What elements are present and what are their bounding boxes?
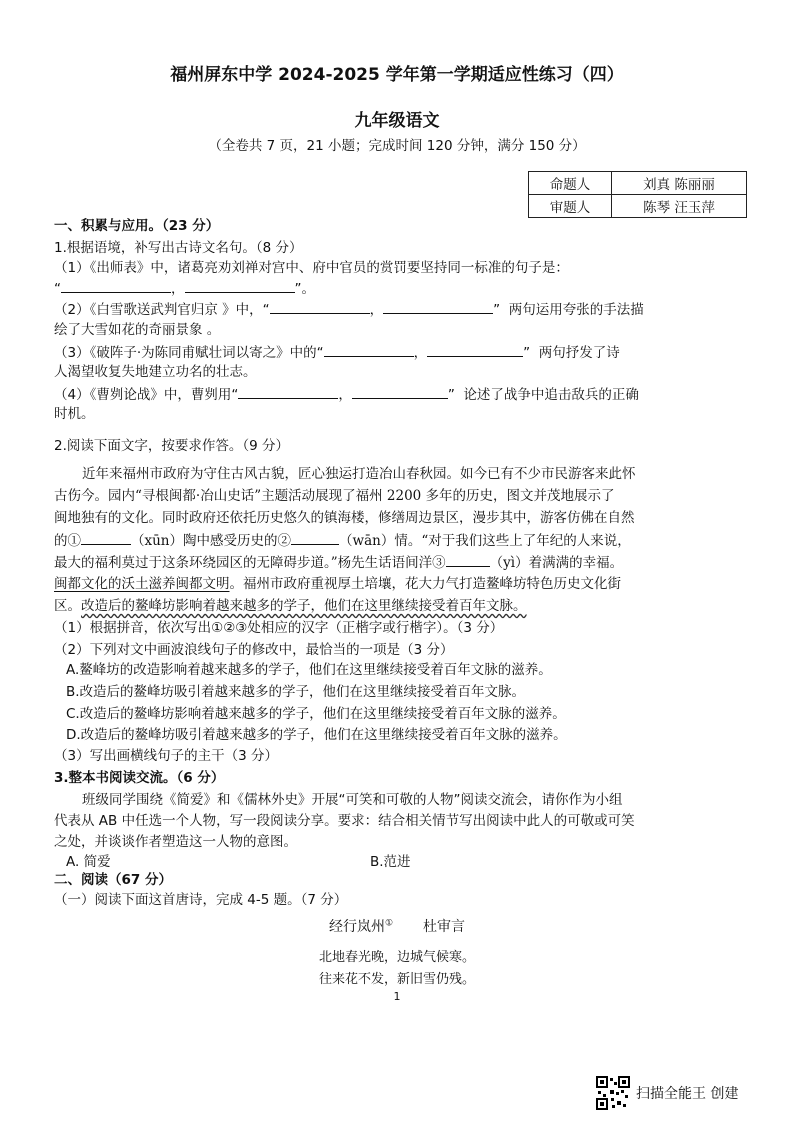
q1-stem: 1.根据语境，补写出古诗文名句。（8 分） <box>54 240 303 256</box>
setter-label: 命题人 <box>529 172 612 195</box>
q1-a-blanks: “ ， ”。 <box>54 278 754 299</box>
q3-line: 代表从 AB 中任选一个人物，写一段阅读分享。要求：结合相关情节写出阅读中此人的可敬或可笑 <box>54 813 635 829</box>
qr-code-icon <box>596 1076 630 1110</box>
poem-author: 杜审言 <box>423 919 466 935</box>
poem-note: ① <box>384 918 394 929</box>
q1-b-cont: 绘了大雪如花的奇丽景象 。 <box>54 322 221 338</box>
q1-c-text2: 两句抒发了诗 <box>538 345 620 361</box>
q1-d: （4）《曹刿论战》中，曹刿用“ ， ” 论述了战争中追击敌兵的正确 <box>54 384 754 405</box>
underlined-sentence: 闽都文化的沃土滋养闽都文明 <box>54 576 230 592</box>
answer-blank[interactable] <box>270 299 370 314</box>
q2-text: （yì）着满满的幸福。 <box>489 555 624 571</box>
q2-passage-line <box>54 574 754 594</box>
q1-c: （3）《破阵子·为陈同甫赋壮词以寄之》中的“ ， ” 两句抒发了诗 <box>54 342 754 363</box>
poem-line: 往来花不发，新旧雪仍残。 <box>318 972 475 987</box>
q2-option-b: B.改造后的鳌峰坊吸引着越来越多的学子，他们在这里继续接受着百年文脉。 <box>66 684 526 700</box>
q1-d-text: （4）《曹刿论战》中，曹刿用 <box>54 387 232 403</box>
setters-row <box>529 172 747 195</box>
q2-text: 。福州市政府重视厚土培壤，花大力气打造鳌峰坊特色历史文化街 <box>229 576 621 592</box>
poem-heading <box>0 916 794 936</box>
q1-b-text2: 两句运用夸张的手法描 <box>508 302 644 318</box>
answer-blank[interactable] <box>427 342 523 357</box>
page-number: 1 <box>393 990 401 1003</box>
reviewer-names: 陈琴 汪玉萍 <box>612 195 747 218</box>
poem-line: 北地春光晚，边城气候寒。 <box>318 950 475 965</box>
answer-blank[interactable] <box>324 342 414 357</box>
q2-text: 区。 <box>54 598 81 614</box>
q2-text: 的① <box>54 533 81 549</box>
answer-blank[interactable] <box>81 530 131 545</box>
q3-line: 之处，并谈谈作者塑造这一人物的意图。 <box>54 834 297 850</box>
reviewers-row <box>529 195 747 218</box>
q2-passage-line <box>54 552 754 573</box>
q2-option-c: C.改造后的鳌峰坊影响着越来越多的学子，他们在这里继续接受着百年文脉的滋养。 <box>66 706 566 722</box>
answer-blank[interactable] <box>352 384 448 399</box>
exam-info: （全卷共 7 页，21 小题；完成时间 120 分钟，满分 150 分） <box>208 138 586 154</box>
q3-stem: 3.整本书阅读交流。（6 分） <box>54 770 225 786</box>
q3-line: 班级同学围绕《简爱》和《儒林外史》开展“可笑和可敬的人物”阅读交流会，请你作为小组 <box>82 792 623 808</box>
answer-blank[interactable] <box>446 552 490 567</box>
q3-option-b: B.范进 <box>370 854 411 870</box>
q2-passage-line: 近年来福州市政府为守住古风古貌，匠心独运打造冶山春秋园。如今已有不少市民游客来此怀 <box>82 466 636 482</box>
section2-heading: 二、阅读（67 分） <box>54 872 172 888</box>
q2-passage-line <box>54 596 754 616</box>
q2-option-a: A.鳌峰坊的改造影响着越来越多的学子，他们在这里继续接受着百年文脉的滋养。 <box>66 662 552 678</box>
q2-sub1: （1）根据拼音，依次写出①②③处相应的汉字（正楷字或行楷字）。（3 分） <box>54 620 504 636</box>
q2-sub3: （3）写出画横线句子的主干（3 分） <box>54 748 278 764</box>
q1-c-text: （3）《破阵子·为陈同甫赋壮词以寄之》中的 <box>54 345 317 361</box>
section2-sub: （一）阅读下面这首唐诗，完成 4-5 题。（7 分） <box>54 892 348 908</box>
answer-blank[interactable] <box>238 384 338 399</box>
q3-option-a: A. 简爱 <box>66 854 111 870</box>
q2-text: （xūn）陶中感受历史的② <box>131 533 292 549</box>
exam-subject: 九年级语文 <box>354 111 440 131</box>
answer-blank[interactable] <box>291 530 339 545</box>
q2-passage-line: 闽地独有的文化。同时政府还依托历史悠久的镇海楼，修缮周边景区，漫步其中，游客仿佛在自然 <box>54 510 635 526</box>
q2-text: 最大的福利莫过于这条环绕园区的无障碍步道。”杨先生话语间洋③ <box>54 555 446 571</box>
q1-d-cont: 时机。 <box>54 406 95 422</box>
q1-d-text2: 论述了战争中追击敌兵的正确 <box>463 387 639 403</box>
scanner-watermark: 扫描全能王 创建 <box>636 1086 739 1102</box>
q2-stem: 2.阅读下面文字，按要求作答。（9 分） <box>54 438 290 454</box>
answer-blank[interactable] <box>383 299 493 314</box>
section1-heading: 一、积累与应用。（23 分） <box>54 218 220 234</box>
wavy-underlined-sentence: 改造后的鳌峰坊影响着越来越多的学子，他们在这里继续接受着百年文脉。 <box>81 598 527 614</box>
q1-c-cont: 人渴望收复失地建立功名的壮志。 <box>54 364 257 380</box>
q2-option-d: D.改造后的鳌峰坊吸引着越来越多的学子，他们在这里继续接受着百年文脉的滋养。 <box>66 727 567 743</box>
q2-sub2: （2）下列对文中画波浪线句子的修改中，最恰当的一项是（3 分） <box>54 642 454 658</box>
q1-a: （1）《出师表》中，诸葛亮劝刘禅对宫中、府中官员的赏罚要坚持同一标准的句子是： <box>54 260 569 276</box>
q1-b: （2）《白雪歌送武判官归京 》中，“ ， ” 两句运用夸张的手法描 <box>54 299 754 320</box>
q2-text: （wān）情。“对于我们这些上了年纪的人来说， <box>339 533 631 549</box>
reviewer-label: 审题人 <box>529 195 612 218</box>
exam-title: 福州屏东中学 2024-2025 学年第一学期适应性练习（四） <box>170 65 624 85</box>
setters-table <box>528 171 747 218</box>
q2-passage-line <box>54 530 754 551</box>
answer-blank[interactable] <box>185 278 295 293</box>
poem-title: 经行岚州 <box>328 919 385 935</box>
setter-names: 刘真 陈丽丽 <box>612 172 747 195</box>
q2-passage-line: 古伤今。园内“寻根闽都·冶山史话”主题活动展现了福州 2200 多年的历史，图文并茂地展示了 <box>54 488 615 504</box>
q1-b-text: （2）《白雪歌送武判官归京 》中， <box>54 302 263 318</box>
answer-blank[interactable] <box>61 278 171 293</box>
